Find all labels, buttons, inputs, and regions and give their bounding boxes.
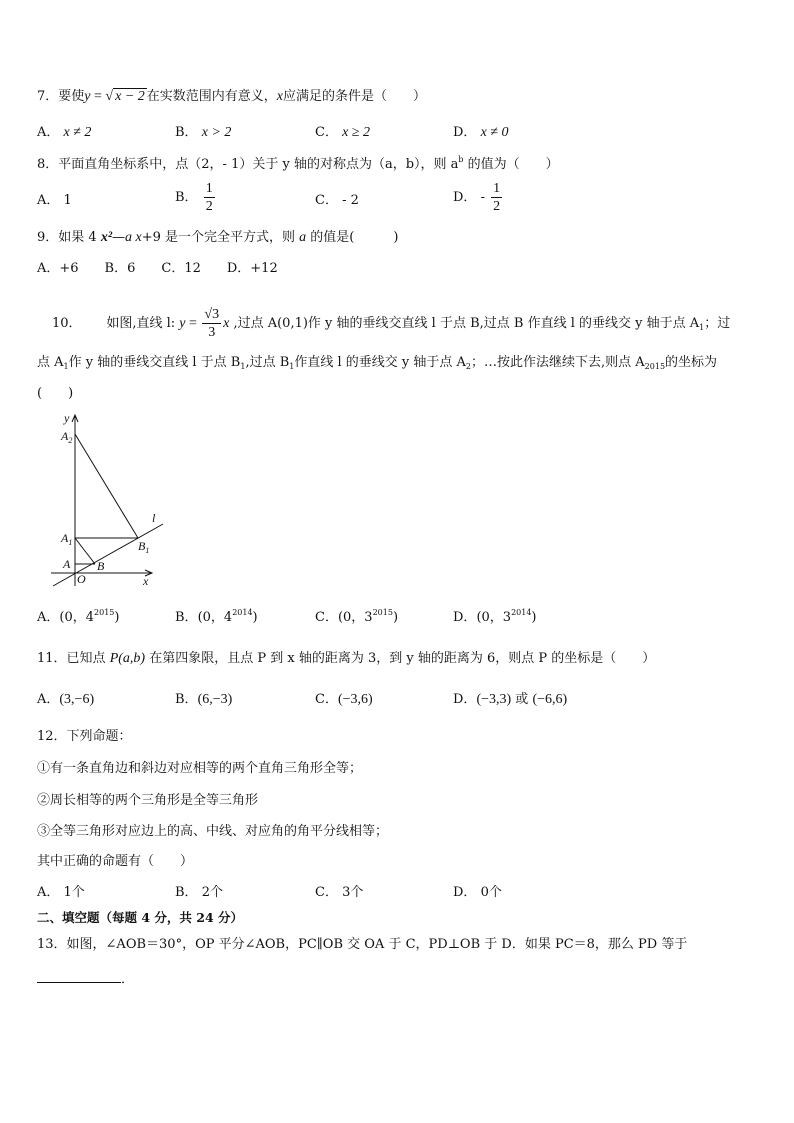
- q13-answer-line: ．: [37, 970, 134, 989]
- q12-question: 其中正确的命题有（ ）: [37, 854, 194, 869]
- label-B: B: [97, 559, 105, 573]
- q10-figure: [45, 410, 175, 588]
- q12-item-3: ③全等三角形对应边上的高、中线、对应角的角平分线相等；: [37, 824, 389, 839]
- q8-option-b: B． $\frac{1}{2}$: [175, 181, 213, 214]
- q9-stem: 9．如果 4 x²—a x+9 是一个完全平方式，则 a 的值是( ): [37, 230, 399, 245]
- q10-stem-line3: ( ): [37, 386, 74, 401]
- q12-option-d: D． 0个: [453, 885, 502, 900]
- q13-stem: 13．如图，∠AOB＝30°，OP 平分∠AOB，PC∥OB 交 OA 于 C，PD⊥OB 于 D．如果 PC＝8，那么 PD 等于: [37, 937, 688, 952]
- segment-B-A1: [75, 538, 95, 564]
- label-A: A: [63, 557, 71, 571]
- q11-option-b: B．(6,−3): [175, 692, 233, 707]
- q10-option-c: C．(0，$3^{2015}$): [315, 608, 399, 625]
- q12-item-1: ①有一条直角边和斜边对应相等的两个直角三角形全等；: [37, 761, 363, 776]
- q10-stem-line1: 10． 如图,直线 l: y = $\frac{√3}{3}$ x ,过点 A(0,1)作 y 轴的垂线交直线 l 于点 B,过点 B 作直线 l 的垂线交 y 轴于点 $A_1$；过: [52, 307, 731, 340]
- label-O: O: [77, 572, 86, 586]
- q12-option-b: B． 2个: [175, 885, 223, 900]
- label-l: l: [152, 511, 156, 525]
- q7-option-c: C． x ≥ 2: [315, 125, 370, 140]
- q12-title: 12．下列命题：: [37, 729, 132, 744]
- q8-option-a: A． 1: [37, 193, 72, 208]
- fraction: $\frac{1}{2}$: [493, 181, 501, 214]
- q8-stem: 8．平面直角坐标系中，点（2，- 1）关于 y 轴的对称点为（a，b），则 $a^b$ 的值为（ ）: [37, 155, 559, 172]
- q7-option-b: B． x > 2: [175, 125, 232, 140]
- q12-option-c: C． 3个: [315, 885, 364, 900]
- q10-option-a: A．(0，$4^{2015}$): [37, 608, 120, 625]
- q11-option-d: D．(−3,3) 或 (−6,6): [453, 692, 568, 707]
- q8-option-d: D． - $\frac{1}{2}$: [453, 181, 501, 214]
- segment-B1-A2: [75, 434, 138, 538]
- q7-option-a: A． x ≠ 2: [37, 125, 92, 140]
- q12-option-a: A． 1个: [37, 885, 85, 900]
- label-B1: $B_1$: [138, 539, 150, 555]
- q7-option-d: D． x ≠ 0: [453, 125, 509, 140]
- label-x: x: [143, 574, 149, 588]
- answer-blank[interactable]: [37, 970, 121, 983]
- q10-option-d: D．(0，$3^{2014}$): [453, 608, 537, 625]
- q9-options: A．+6 B．6 C．12 D．+12: [37, 261, 278, 276]
- label-A1: $A_1$: [61, 531, 73, 547]
- q8-option-c: C． - 2: [315, 193, 359, 208]
- q11-stem: 11．已知点 P(a,b) 在第四象限，且点 P 到 x 轴的距离为 3，到 y 轴的距离为 6，则点 P 的坐标是（ ）: [37, 651, 656, 666]
- q10-stem-line2: 点 $A_1$作 y 轴的垂线交直线 l 于点 $B_1$,过点 $B_1$作直线 l 的垂线交 y 轴于点 $A_2$；…按此作法继续下去,则点 $A_{2015}$的坐标为: [37, 355, 718, 371]
- fraction: $\frac{1}{2}$: [205, 181, 213, 214]
- q7-stem: 7．要使y = √ x − 2 在实数范围内有意义，x应满足的条件是（ ）: [37, 89, 427, 104]
- label-y: y: [64, 411, 70, 425]
- q11-option-c: C．(−3,6): [315, 692, 373, 707]
- section-heading: 二、填空题（每题 4 分，共 24 分）: [37, 910, 244, 925]
- q11-option-a: A．(3,−6): [37, 692, 95, 707]
- radicand: x − 2: [115, 89, 145, 104]
- label-A2: $A_2$: [61, 429, 73, 445]
- q12-item-2: ②周长相等的两个三角形是全等三角形: [37, 793, 259, 808]
- q10-option-b: B．(0，$4^{2014}$): [175, 608, 258, 625]
- fraction: $\frac{√3}{3}$: [204, 307, 220, 340]
